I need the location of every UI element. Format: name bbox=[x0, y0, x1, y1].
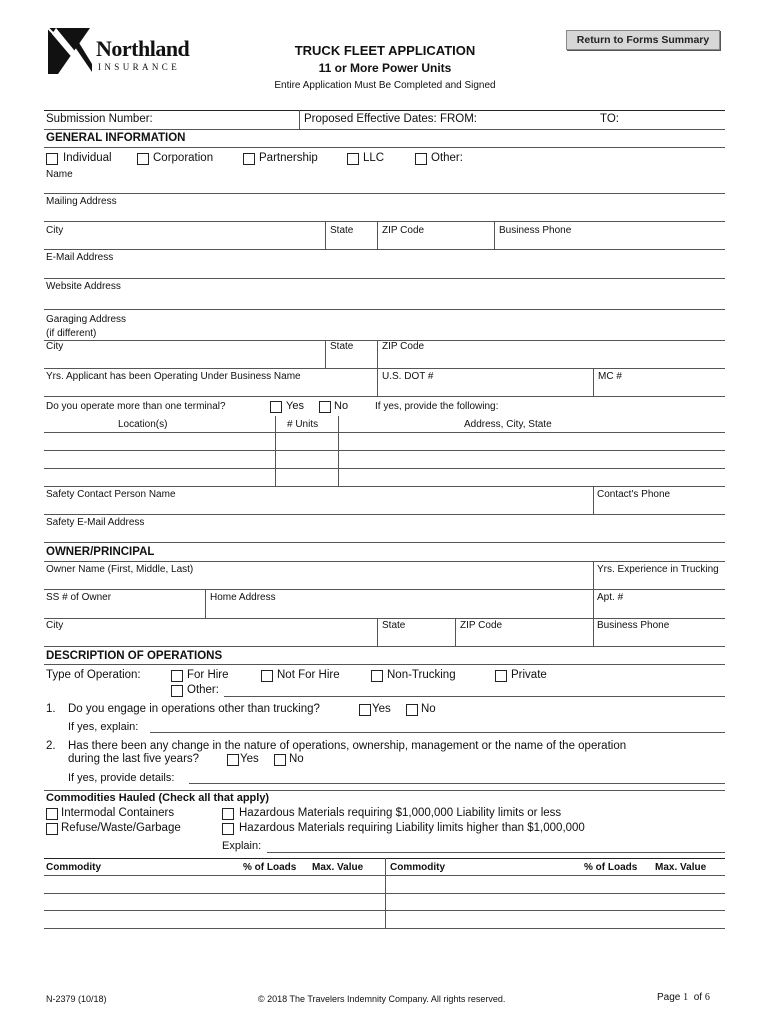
zip-code-label: ZIP Code bbox=[460, 620, 503, 631]
email-label: E-Mail Address bbox=[46, 252, 114, 263]
divider bbox=[593, 368, 594, 396]
name-field[interactable] bbox=[44, 193, 725, 194]
commodities-explain-label: Explain: bbox=[222, 840, 262, 852]
city-label: City bbox=[46, 225, 64, 236]
other-operation-checkbox[interactable] bbox=[171, 685, 183, 697]
hazmat-low-limit-label: Hazardous Materials requiring $1,000,000 Liability limits or less bbox=[239, 807, 562, 819]
terminal-row[interactable] bbox=[44, 468, 725, 469]
units-column-header: # Units bbox=[287, 419, 319, 430]
safety-contact-field[interactable] bbox=[44, 514, 725, 515]
q1-yes-checkbox[interactable] bbox=[359, 704, 371, 716]
corporation-checkbox[interactable] bbox=[137, 153, 149, 165]
question-2-number: 2. bbox=[46, 740, 56, 752]
commodity-column-header: Commodity bbox=[390, 862, 445, 873]
terminal-yes-checkbox[interactable] bbox=[270, 401, 282, 413]
logo-mark-icon bbox=[46, 26, 96, 76]
divider bbox=[377, 340, 378, 368]
question-2-text: Has there been any change in the nature of operations, ownership, management or the name of the operation bbox=[68, 740, 627, 752]
divider bbox=[593, 618, 594, 646]
hazmat-high-limit-label: Hazardous Materials requiring Liability limits higher than $1,000,000 bbox=[239, 822, 585, 834]
max-value-column-header: Max. Value bbox=[312, 862, 364, 873]
years-operating-field[interactable] bbox=[44, 396, 725, 397]
owner-city-field[interactable] bbox=[44, 646, 725, 647]
logo-wordmark: Northland bbox=[96, 36, 190, 61]
other-label: Other: bbox=[431, 152, 463, 164]
other-operation-field[interactable] bbox=[224, 696, 725, 697]
not-for-hire-checkbox[interactable] bbox=[261, 670, 273, 682]
commodity-row[interactable] bbox=[44, 928, 725, 929]
locations-column-header: Location(s) bbox=[118, 419, 168, 430]
form-number: N-2379 (10/18) bbox=[46, 994, 107, 1004]
terminal-no-label: No bbox=[334, 400, 349, 412]
terminal-row[interactable] bbox=[44, 450, 725, 451]
loads-column-header: % of Loads bbox=[584, 862, 638, 873]
website-field[interactable] bbox=[44, 309, 725, 310]
other-checkbox[interactable] bbox=[415, 153, 427, 165]
zip-code-label: ZIP Code bbox=[382, 225, 425, 236]
business-phone-label: Business Phone bbox=[499, 225, 572, 236]
form-note: Entire Application Must Be Completed and Signed bbox=[274, 80, 496, 91]
safety-email-field[interactable] bbox=[44, 542, 725, 543]
years-experience-label: Yrs. Experience in Trucking bbox=[597, 564, 719, 575]
llc-checkbox[interactable] bbox=[347, 153, 359, 165]
non-trucking-checkbox[interactable] bbox=[371, 670, 383, 682]
question-1-text: Do you engage in operations other than trucking? bbox=[68, 703, 320, 715]
contact-phone-label: Contact's Phone bbox=[597, 489, 671, 500]
divider bbox=[338, 416, 339, 486]
logo-sub: INSURANCE bbox=[98, 62, 181, 72]
owner-name-field[interactable] bbox=[44, 589, 725, 590]
page-label: Page bbox=[657, 992, 681, 1003]
owner-ss-label: SS # of Owner bbox=[46, 592, 112, 603]
divider bbox=[205, 589, 206, 618]
divider bbox=[377, 368, 378, 396]
divider bbox=[44, 129, 725, 130]
divider bbox=[44, 790, 725, 791]
commodity-row[interactable] bbox=[44, 875, 725, 876]
terminal-row[interactable] bbox=[44, 432, 725, 433]
type-of-operation-label: Type of Operation: bbox=[46, 669, 141, 681]
terminal-no-checkbox[interactable] bbox=[319, 401, 331, 413]
city-row-field[interactable] bbox=[44, 249, 725, 250]
of-label: of bbox=[693, 992, 703, 1003]
individual-label: Individual bbox=[63, 152, 112, 164]
q2-no-checkbox[interactable] bbox=[274, 754, 286, 766]
partnership-checkbox[interactable] bbox=[243, 153, 255, 165]
owner-principal-heading: OWNER/PRINCIPAL bbox=[46, 546, 155, 558]
intermodal-containers-checkbox[interactable] bbox=[46, 808, 58, 820]
mailing-address-field[interactable] bbox=[44, 221, 725, 222]
return-to-forms-summary-button[interactable]: Return to Forms Summary bbox=[566, 30, 720, 50]
divider bbox=[494, 221, 495, 249]
us-dot-label: U.S. DOT # bbox=[382, 371, 434, 382]
address-column-header: Address, City, State bbox=[464, 419, 552, 430]
hazmat-low-limit-checkbox[interactable] bbox=[222, 808, 234, 820]
divider bbox=[455, 618, 456, 646]
city-label: City bbox=[46, 341, 64, 352]
divider bbox=[325, 221, 326, 249]
state-label: State bbox=[382, 620, 406, 631]
divider bbox=[44, 147, 725, 148]
q2-no-label: No bbox=[289, 753, 304, 765]
divider bbox=[44, 110, 725, 111]
state-label: State bbox=[330, 225, 354, 236]
page-number: 1 bbox=[683, 992, 689, 1003]
proposed-dates-label: Proposed Effective Dates: FROM: bbox=[304, 113, 477, 125]
private-label: Private bbox=[511, 669, 547, 681]
non-trucking-label: Non-Trucking bbox=[387, 669, 456, 681]
apt-label: Apt. # bbox=[597, 592, 624, 603]
city-label: City bbox=[46, 620, 64, 631]
years-operating-label: Yrs. Applicant has been Operating Under Business Name bbox=[46, 371, 301, 382]
q1-explain-field[interactable] bbox=[150, 732, 725, 733]
commodities-explain-field[interactable] bbox=[267, 852, 725, 853]
refuse-waste-checkbox[interactable] bbox=[46, 823, 58, 835]
garaging-address-label: Garaging Address bbox=[46, 314, 127, 325]
owner-name-label: Owner Name (First, Middle, Last) bbox=[46, 564, 194, 575]
divider bbox=[593, 561, 594, 589]
garaging-if-different-label: (if different) bbox=[46, 328, 97, 339]
llc-label: LLC bbox=[363, 152, 385, 164]
garaging-city-field[interactable] bbox=[44, 368, 725, 369]
max-value-column-header: Max. Value bbox=[655, 862, 707, 873]
divider bbox=[593, 589, 594, 618]
corporation-label: Corporation bbox=[153, 152, 214, 164]
q2-yes-label: Yes bbox=[240, 753, 259, 765]
private-checkbox[interactable] bbox=[495, 670, 507, 682]
copyright-notice: © 2018 The Travelers Indemnity Company. All rights reserved. bbox=[258, 994, 506, 1004]
q2-yes-checkbox[interactable] bbox=[227, 754, 239, 766]
q1-no-checkbox[interactable] bbox=[406, 704, 418, 716]
commodity-row[interactable] bbox=[44, 910, 725, 911]
q1-yes-label: Yes bbox=[372, 703, 391, 715]
question-1-number: 1. bbox=[46, 703, 56, 715]
website-label: Website Address bbox=[46, 281, 121, 292]
divider bbox=[275, 416, 276, 486]
terminal-row[interactable] bbox=[44, 486, 725, 487]
submission-number-label: Submission Number: bbox=[46, 113, 153, 125]
divider bbox=[44, 664, 725, 665]
northland-logo bbox=[46, 26, 190, 76]
for-hire-label: For Hire bbox=[187, 669, 229, 681]
q1-explain-label: If yes, explain: bbox=[68, 721, 139, 733]
not-for-hire-label: Not For Hire bbox=[277, 669, 340, 681]
refuse-waste-label: Refuse/Waste/Garbage bbox=[61, 822, 181, 834]
email-field[interactable] bbox=[44, 278, 725, 279]
general-information-heading: GENERAL INFORMATION bbox=[46, 132, 186, 144]
safety-contact-label: Safety Contact Person Name bbox=[46, 489, 176, 500]
terminal-yes-label: Yes bbox=[286, 400, 304, 412]
divider bbox=[377, 618, 378, 646]
divider bbox=[44, 561, 725, 562]
state-label: State bbox=[330, 341, 354, 352]
business-phone-label: Business Phone bbox=[597, 620, 670, 631]
commodity-row[interactable] bbox=[44, 893, 725, 894]
other-operation-label: Other: bbox=[187, 684, 219, 696]
commodities-heading: Commodities Hauled (Check all that apply) bbox=[46, 792, 270, 804]
form-title: TRUCK FLEET APPLICATION bbox=[294, 43, 476, 58]
divider bbox=[593, 486, 594, 514]
if-yes-provide-label: If yes, provide the following: bbox=[375, 401, 499, 412]
home-address-label: Home Address bbox=[210, 592, 276, 603]
divider bbox=[325, 340, 326, 368]
mailing-address-label: Mailing Address bbox=[46, 196, 117, 207]
loads-column-header: % of Loads bbox=[243, 862, 297, 873]
q1-no-label: No bbox=[421, 703, 436, 715]
hazmat-high-limit-checkbox[interactable] bbox=[222, 823, 234, 835]
question-2-text-cont: during the last five years? bbox=[68, 753, 200, 765]
form-subtitle: 11 or More Power Units bbox=[318, 61, 452, 75]
to-label: TO: bbox=[600, 113, 619, 125]
owner-address-field[interactable] bbox=[44, 618, 725, 619]
mc-number-label: MC # bbox=[598, 371, 622, 382]
q2-details-field[interactable] bbox=[189, 783, 725, 784]
zip-code-label: ZIP Code bbox=[382, 341, 425, 352]
partnership-label: Partnership bbox=[259, 152, 318, 164]
intermodal-containers-label: Intermodal Containers bbox=[61, 807, 175, 819]
page-total: 6 bbox=[704, 992, 710, 1003]
for-hire-checkbox[interactable] bbox=[171, 670, 183, 682]
name-label: Name bbox=[46, 169, 73, 180]
multiple-terminal-question: Do you operate more than one terminal? bbox=[46, 401, 226, 412]
operations-heading: DESCRIPTION OF OPERATIONS bbox=[46, 650, 223, 662]
individual-checkbox[interactable] bbox=[46, 153, 58, 165]
divider bbox=[299, 110, 300, 129]
q2-details-label: If yes, provide details: bbox=[68, 772, 175, 784]
commodity-column-header: Commodity bbox=[46, 862, 101, 873]
safety-email-label: Safety E-Mail Address bbox=[46, 517, 145, 528]
page-indicator bbox=[657, 992, 710, 1003]
divider bbox=[377, 221, 378, 249]
